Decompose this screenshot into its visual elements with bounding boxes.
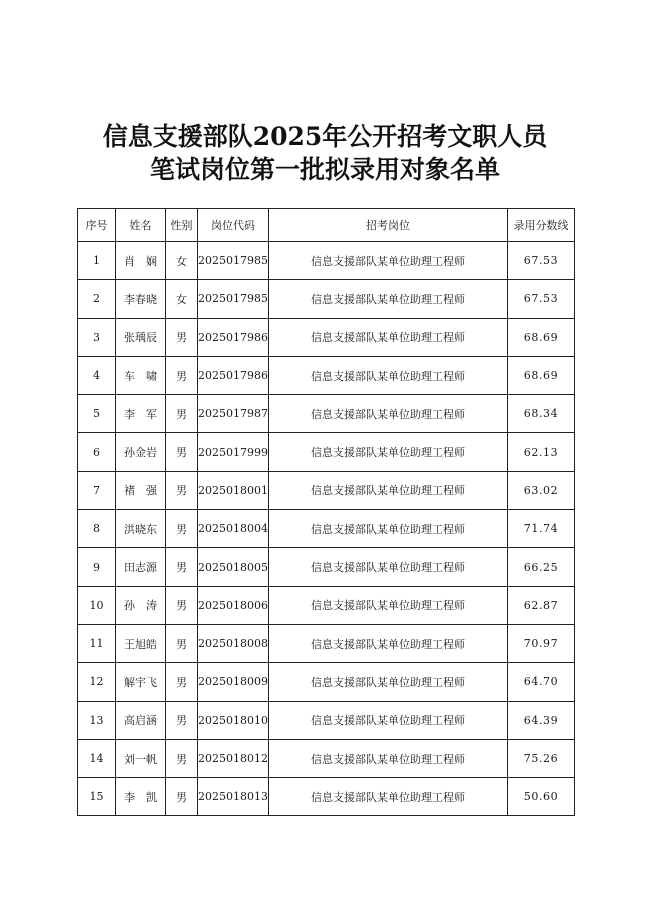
- cell-name: 李春晓: [116, 280, 166, 318]
- cell-name: 褚 强: [116, 471, 166, 509]
- table-row: [78, 356, 575, 394]
- cell-position: 信息支援部队某单位助理工程师: [269, 739, 508, 777]
- cell-sex: 男: [166, 433, 198, 471]
- cell-position-code: 2025018004: [198, 510, 269, 548]
- cell-position: 信息支援部队某单位助理工程师: [269, 356, 508, 394]
- cell-name: 王旭皓: [116, 624, 166, 662]
- cell-admission-score: 50.60: [508, 778, 575, 816]
- cell-admission-score: 66.25: [508, 548, 575, 586]
- table-row: [78, 280, 575, 318]
- cell-position-code: 2025018006: [198, 586, 269, 624]
- header-position-code: 岗位代码: [198, 209, 269, 242]
- cell-sex: 女: [166, 242, 198, 280]
- cell-admission-score: 67.53: [508, 242, 575, 280]
- cell-sex: 男: [166, 395, 198, 433]
- cell-sex: 男: [166, 510, 198, 548]
- cell-serial-number: 7: [78, 471, 116, 509]
- cell-admission-score: 67.53: [508, 280, 575, 318]
- cell-sex: 男: [166, 739, 198, 777]
- cell-position: 信息支援部队某单位助理工程师: [269, 586, 508, 624]
- cell-name: 肖 娴: [116, 242, 166, 280]
- cell-admission-score: 63.02: [508, 471, 575, 509]
- cell-name: 洪晓东: [116, 510, 166, 548]
- cell-serial-number: 11: [78, 624, 116, 662]
- cell-sex: 男: [166, 548, 198, 586]
- cell-serial-number: 3: [78, 318, 116, 356]
- table-row: [78, 778, 575, 816]
- cell-position-code: 2025018009: [198, 663, 269, 701]
- cell-name: 高启涵: [116, 701, 166, 739]
- cell-name: 张瑀辰: [116, 318, 166, 356]
- cell-name: 田志源: [116, 548, 166, 586]
- cell-name: 李 军: [116, 395, 166, 433]
- cell-position: 信息支援部队某单位助理工程师: [269, 778, 508, 816]
- cell-sex: 男: [166, 356, 198, 394]
- cell-serial-number: 14: [78, 739, 116, 777]
- header-position: 招考岗位: [269, 209, 508, 242]
- cell-position: 信息支援部队某单位助理工程师: [269, 510, 508, 548]
- cell-position-code: 2025017999: [198, 433, 269, 471]
- admission-roster-table: [77, 208, 575, 816]
- cell-serial-number: 10: [78, 586, 116, 624]
- table-row: [78, 624, 575, 662]
- document-title-line-2: 笔试岗位第一批拟录用对象名单: [149, 155, 500, 184]
- table-row: [78, 548, 575, 586]
- cell-position-code: 2025017986: [198, 318, 269, 356]
- cell-serial-number: 12: [78, 663, 116, 701]
- cell-admission-score: 70.97: [508, 624, 575, 662]
- cell-name: 解宇飞: [116, 663, 166, 701]
- cell-name: 李 凯: [116, 778, 166, 816]
- cell-position-code: 2025018012: [198, 739, 269, 777]
- cell-position: 信息支援部队某单位助理工程师: [269, 624, 508, 662]
- cell-sex: 男: [166, 318, 198, 356]
- cell-admission-score: 68.69: [508, 356, 575, 394]
- cell-position-code: 2025017985: [198, 242, 269, 280]
- table-row: [78, 395, 575, 433]
- document-title-line-1: 信息支援部队2025年公开招考文职人员: [102, 122, 548, 151]
- cell-position: 信息支援部队某单位助理工程师: [269, 663, 508, 701]
- table-row: [78, 433, 575, 471]
- table-body: [78, 242, 575, 816]
- cell-position-code: 2025018001: [198, 471, 269, 509]
- cell-position: 信息支援部队某单位助理工程师: [269, 701, 508, 739]
- cell-serial-number: 4: [78, 356, 116, 394]
- cell-serial-number: 6: [78, 433, 116, 471]
- table-row: [78, 318, 575, 356]
- cell-serial-number: 1: [78, 242, 116, 280]
- header-serial-number: 序号: [78, 209, 116, 242]
- table-header-row: [78, 209, 575, 242]
- table-row: [78, 510, 575, 548]
- cell-admission-score: 62.87: [508, 586, 575, 624]
- table-row: [78, 586, 575, 624]
- cell-position-code: 2025017987: [198, 395, 269, 433]
- cell-sex: 男: [166, 778, 198, 816]
- table-row: [78, 471, 575, 509]
- cell-position-code: 2025017985: [198, 280, 269, 318]
- cell-name: 孙 涛: [116, 586, 166, 624]
- cell-name: 车 啸: [116, 356, 166, 394]
- cell-sex: 男: [166, 471, 198, 509]
- cell-position-code: 2025018005: [198, 548, 269, 586]
- cell-sex: 男: [166, 701, 198, 739]
- cell-serial-number: 2: [78, 280, 116, 318]
- table-row: [78, 739, 575, 777]
- header-name: 姓名: [116, 209, 166, 242]
- cell-admission-score: 64.39: [508, 701, 575, 739]
- cell-position: 信息支援部队某单位助理工程师: [269, 395, 508, 433]
- cell-sex: 男: [166, 624, 198, 662]
- cell-admission-score: 68.69: [508, 318, 575, 356]
- cell-position: 信息支援部队某单位助理工程师: [269, 318, 508, 356]
- cell-position: 信息支援部队某单位助理工程师: [269, 471, 508, 509]
- cell-admission-score: 68.34: [508, 395, 575, 433]
- cell-position-code: 2025017986: [198, 356, 269, 394]
- table-row: [78, 242, 575, 280]
- cell-admission-score: 75.26: [508, 739, 575, 777]
- cell-sex: 女: [166, 280, 198, 318]
- cell-position: 信息支援部队某单位助理工程师: [269, 280, 508, 318]
- cell-serial-number: 5: [78, 395, 116, 433]
- cell-position: 信息支援部队某单位助理工程师: [269, 433, 508, 471]
- cell-position-code: 2025018008: [198, 624, 269, 662]
- cell-position: 信息支援部队某单位助理工程师: [269, 548, 508, 586]
- cell-admission-score: 62.13: [508, 433, 575, 471]
- cell-sex: 男: [166, 663, 198, 701]
- cell-admission-score: 71.74: [508, 510, 575, 548]
- table-row: [78, 701, 575, 739]
- cell-position-code: 2025018013: [198, 778, 269, 816]
- cell-serial-number: 15: [78, 778, 116, 816]
- cell-admission-score: 64.70: [508, 663, 575, 701]
- table-row: [78, 663, 575, 701]
- header-admission-score: 录用分数线: [508, 209, 575, 242]
- cell-name: 孙金岩: [116, 433, 166, 471]
- cell-position-code: 2025018010: [198, 701, 269, 739]
- cell-sex: 男: [166, 586, 198, 624]
- header-sex: 性别: [166, 209, 198, 242]
- cell-position: 信息支援部队某单位助理工程师: [269, 242, 508, 280]
- cell-name: 刘一帆: [116, 739, 166, 777]
- cell-serial-number: 9: [78, 548, 116, 586]
- cell-serial-number: 8: [78, 510, 116, 548]
- cell-serial-number: 13: [78, 701, 116, 739]
